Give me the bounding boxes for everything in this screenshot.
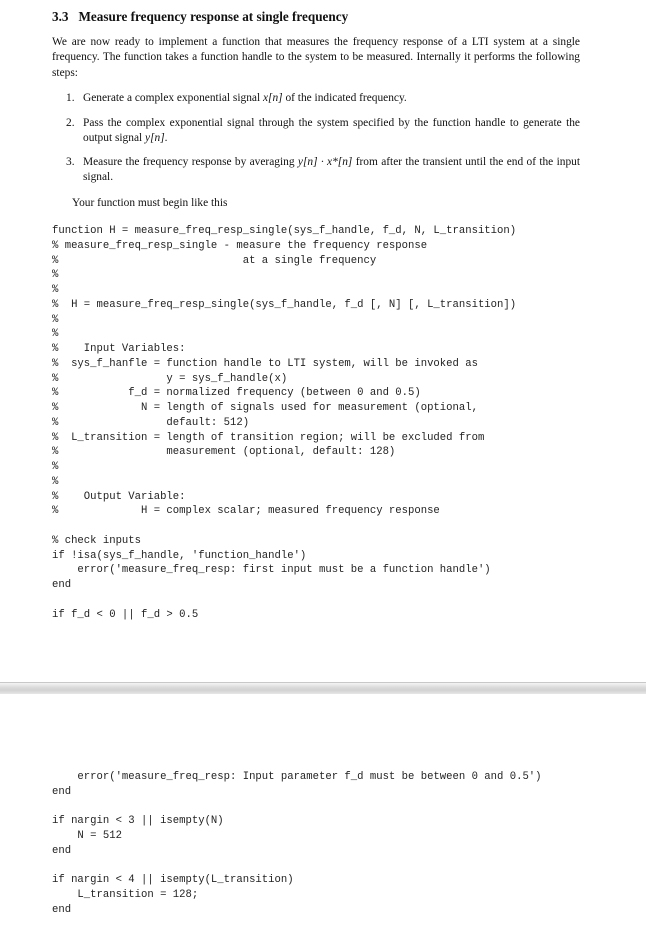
section-title: Measure frequency response at single frequency — [78, 9, 349, 24]
math-y-n: y[n] — [145, 132, 165, 145]
code-listing-part-1: function H = measure_freq_resp_single(sys_f_handle, f_d, N, L_transition) % measure_freq_resp_single - measure the frequency response % at a single frequency % % % H = measure_freq_resp_single(sys_f_handle, f_d [, N] [, L_transition]) % % % Input Variables: % sys_f_hanfle = function handle to LTI system, will be invoked as % y = sys_f_handle(x) % f_d = normalized frequency (between 0 and 0.5) % N = length of signals used for measurement (optional, % default: 512) % L_transition = length of transition region; will be excluded from % measurement (optional, default: 128) % % % Output Variable: % H = complex scalar; measured frequency response % check inputs if !isa(sys_f_handle, 'function_handle') error('measure_freq_resp: first input must be a function handle') end if f_d < 0 || f_d > 0.5 — [52, 225, 517, 621]
step-number: 3. — [66, 156, 75, 168]
math-product: y[n] · x*[n] — [297, 156, 353, 168]
list-item-step-3 — [66, 155, 580, 186]
step-number: 2. — [66, 117, 75, 129]
section-number: 3.3 — [52, 9, 69, 24]
math-x-n: x[n] — [262, 92, 283, 104]
intro-paragraph: We are now ready to implement a function that measures the frequency response of a LTI system at a single frequency. The function takes a function handle to the system to be measured. Internally it performs the following steps: — [52, 36, 580, 79]
list-item-step-1 — [66, 91, 580, 106]
code-listing-part-2: error('measure_freq_resp: Input parameter f_d must be between 0 and 0.5') end if nargin < 3 || isempty(N) N = 512 end if nargin < 4 || isempty(L_transition) L_transition = 128; end — [52, 771, 542, 916]
document-page-2 — [0, 694, 646, 925]
step-number: 1. — [66, 92, 75, 104]
step-text: Generate a complex exponential signal x[n] of the indicated frequency. — [83, 92, 407, 104]
code-intro-text: Your function must begin like this — [72, 197, 228, 209]
list-item-step-2 — [66, 116, 580, 147]
section-heading — [52, 9, 348, 25]
step-text: Measure the frequency response by averaging y[n] · x*[n] from after the transient until the end of the input signal. — [83, 156, 581, 184]
step-text: Pass the complex exponential signal through the system specified by the function handle to generate the output signal y[n]. — [83, 117, 580, 145]
